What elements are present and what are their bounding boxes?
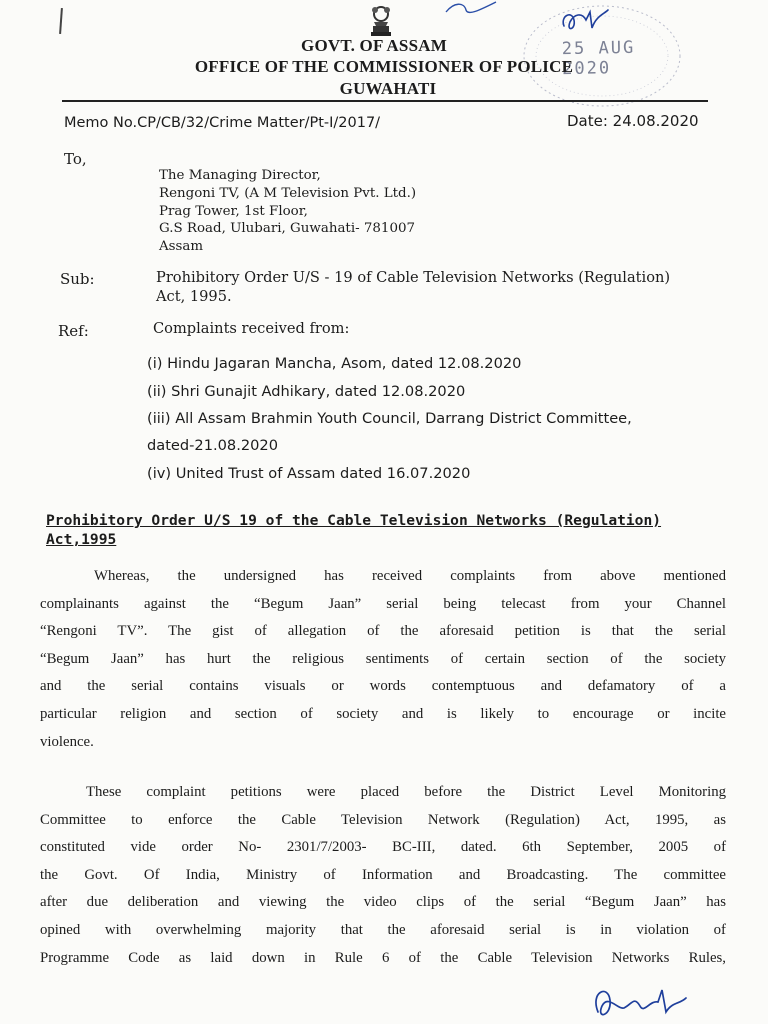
paragraph-line: Committee to enforce the Cable Television Network (Regulation) Act, 1995, as — [40, 811, 726, 828]
order-title — [46, 511, 726, 549]
reference-label: Ref: — [58, 322, 89, 340]
paragraph-line: violence. — [40, 733, 94, 750]
margin-mark — [59, 8, 63, 34]
memo-date: Date: 24.08.2020 — [567, 112, 699, 130]
subject-text — [156, 268, 716, 306]
stamp-date: 25 AUG 2020 — [561, 37, 636, 80]
header-office: OFFICE OF THE COMMISSIONER OF POLICE — [194, 57, 574, 76]
header-divider — [62, 100, 708, 102]
address-line: G.S Road, Ulubari, Guwahati- 781007 — [159, 221, 415, 237]
paragraph-line: constituted vide order No- 2301/7/2003- BC-III, dated. 6th September, 2005 of — [40, 839, 726, 856]
paragraph-committee — [40, 779, 726, 972]
header-govt: GOVT. OF ASSAM — [301, 36, 447, 55]
address-line: Prag Tower, 1st Floor, — [159, 203, 308, 219]
paragraph-line: opined with overwhelming majority that the aforesaid serial is in violation of — [40, 921, 726, 938]
paragraph-line: Whereas, the undersigned has received complaints from above mentioned — [94, 568, 726, 584]
paragraph-line: after due deliberation and viewing the video clips of the serial “Begum Jaan” has — [40, 894, 726, 911]
pen-stroke-icon — [440, 0, 500, 18]
address-line: Rengoni TV, (A M Television Pvt. Ltd.) — [159, 185, 417, 201]
paragraph-whereas — [40, 563, 726, 756]
reference-item: (i) Hindu Jagaran Mancha, Asom, dated 12.08.2020 — [147, 355, 522, 372]
paragraph-line: These complaint petitions were placed before the District Level Monitoring — [86, 784, 726, 800]
reference-lead: Complaints received from: — [153, 320, 350, 337]
signature-icon — [588, 982, 688, 1024]
recipient-address — [159, 167, 416, 256]
order-title-line: Act,1995 — [46, 531, 117, 548]
state-emblem-icon — [362, 0, 400, 38]
to-label: To, — [64, 150, 87, 168]
subject-label: Sub: — [60, 270, 95, 288]
subject-line: Act, 1995. — [156, 288, 232, 305]
initials-signature-icon — [556, 6, 616, 38]
address-line: The Managing Director, — [159, 168, 321, 183]
reference-item: dated-21.08.2020 — [147, 437, 278, 454]
subject-line: Prohibitory Order U/S - 19 of Cable Television Networks (Regulation) — [156, 269, 671, 286]
reference-item: (ii) Shri Gunajit Adhikary, dated 12.08.2020 — [147, 383, 466, 400]
paragraph-line: “Rengoni TV”. The gist of allegation of the aforesaid petition is that the serial — [40, 623, 726, 640]
paragraph-line: complainants against the “Begum Jaan” serial being telecast from your Channel — [40, 595, 726, 612]
paragraph-line: “Begum Jaan” has hurt the religious sentiments of certain section of the society — [40, 650, 726, 667]
header-city: GUWAHATI — [339, 79, 437, 98]
order-title-line: Prohibitory Order U/S 19 of the Cable Television Networks (Regulation) — [46, 512, 662, 529]
paragraph-line: particular religion and section of society and is likely to encourage or incite — [40, 705, 726, 722]
memo-number: Memo No.CP/CB/32/Crime Matter/Pt-I/2017/ — [64, 115, 381, 131]
reference-item: (iii) All Assam Brahmin Youth Council, Darrang District Committee, — [147, 410, 632, 427]
reference-item: (iv) United Trust of Assam dated 16.07.2020 — [147, 465, 471, 482]
paragraph-line: and the serial contains visuals or words contemptuous and defamatory of a — [40, 678, 726, 695]
paragraph-line: Programme Code as laid down in Rule 6 of the Cable Television Networks Rules, — [40, 949, 726, 966]
paragraph-line: the Govt. Of India, Ministry of Information and Broadcasting. The committee — [40, 866, 726, 883]
address-line: Assam — [159, 239, 204, 255]
